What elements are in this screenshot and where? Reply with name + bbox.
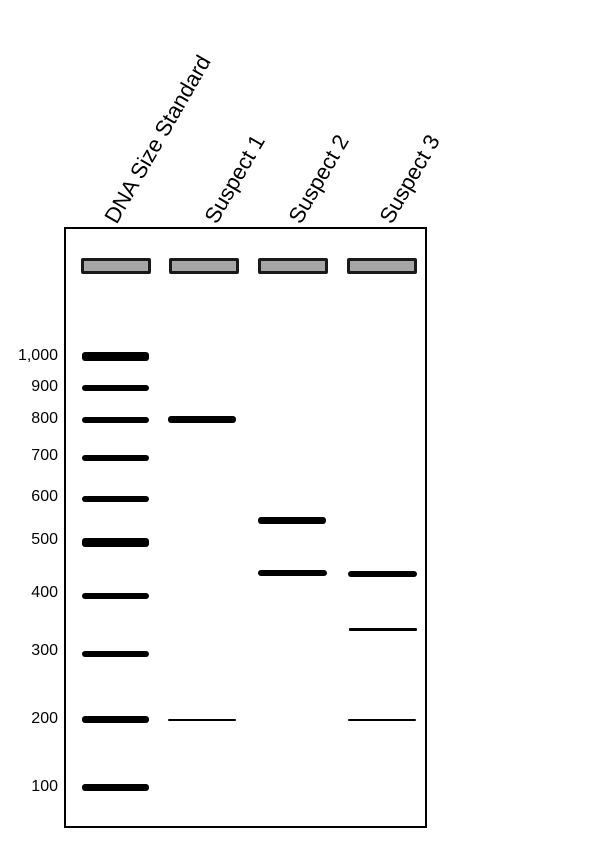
ladder-band-200	[82, 716, 149, 723]
ladder-band-300	[82, 651, 149, 657]
size-label-600: 600	[31, 488, 58, 505]
well-suspect-2	[258, 258, 328, 274]
suspect-1-band-200	[168, 719, 236, 721]
size-label-500: 500	[31, 531, 58, 548]
ladder-band-700	[82, 455, 149, 461]
gel-box	[64, 227, 427, 828]
size-label-400: 400	[31, 584, 58, 601]
lane-label-dna-size-standard: DNA Size Standard	[99, 50, 216, 228]
well-suspect-3	[347, 258, 417, 274]
lane-label-suspect-3: Suspect 3	[374, 130, 445, 228]
size-label-300: 300	[31, 642, 58, 659]
ladder-band-900	[82, 385, 149, 391]
suspect-2-band-435	[258, 570, 327, 576]
suspect-1-band-800	[168, 416, 236, 423]
ladder-band-100	[82, 784, 149, 791]
size-label-800: 800	[31, 410, 58, 427]
lane-label-suspect-1: Suspect 1	[199, 130, 270, 228]
ladder-band-1000	[82, 352, 149, 361]
lane-label-suspect-2: Suspect 2	[283, 130, 354, 228]
size-label-100: 100	[31, 778, 58, 795]
well-ladder	[81, 258, 151, 274]
suspect-3-band-200	[348, 719, 416, 721]
ladder-band-400	[82, 593, 149, 599]
suspect-3-band-330	[349, 628, 417, 631]
suspect-2-band-540	[258, 517, 326, 524]
ladder-band-500	[82, 538, 149, 547]
ladder-band-800	[82, 417, 149, 423]
size-label-700: 700	[31, 447, 58, 464]
suspect-3-band-430	[348, 571, 417, 577]
well-suspect-1	[169, 258, 239, 274]
ladder-band-600	[82, 496, 149, 502]
size-label-200: 200	[31, 710, 58, 727]
size-label-1000: 1,000	[17, 347, 58, 364]
size-label-900: 900	[31, 378, 58, 395]
